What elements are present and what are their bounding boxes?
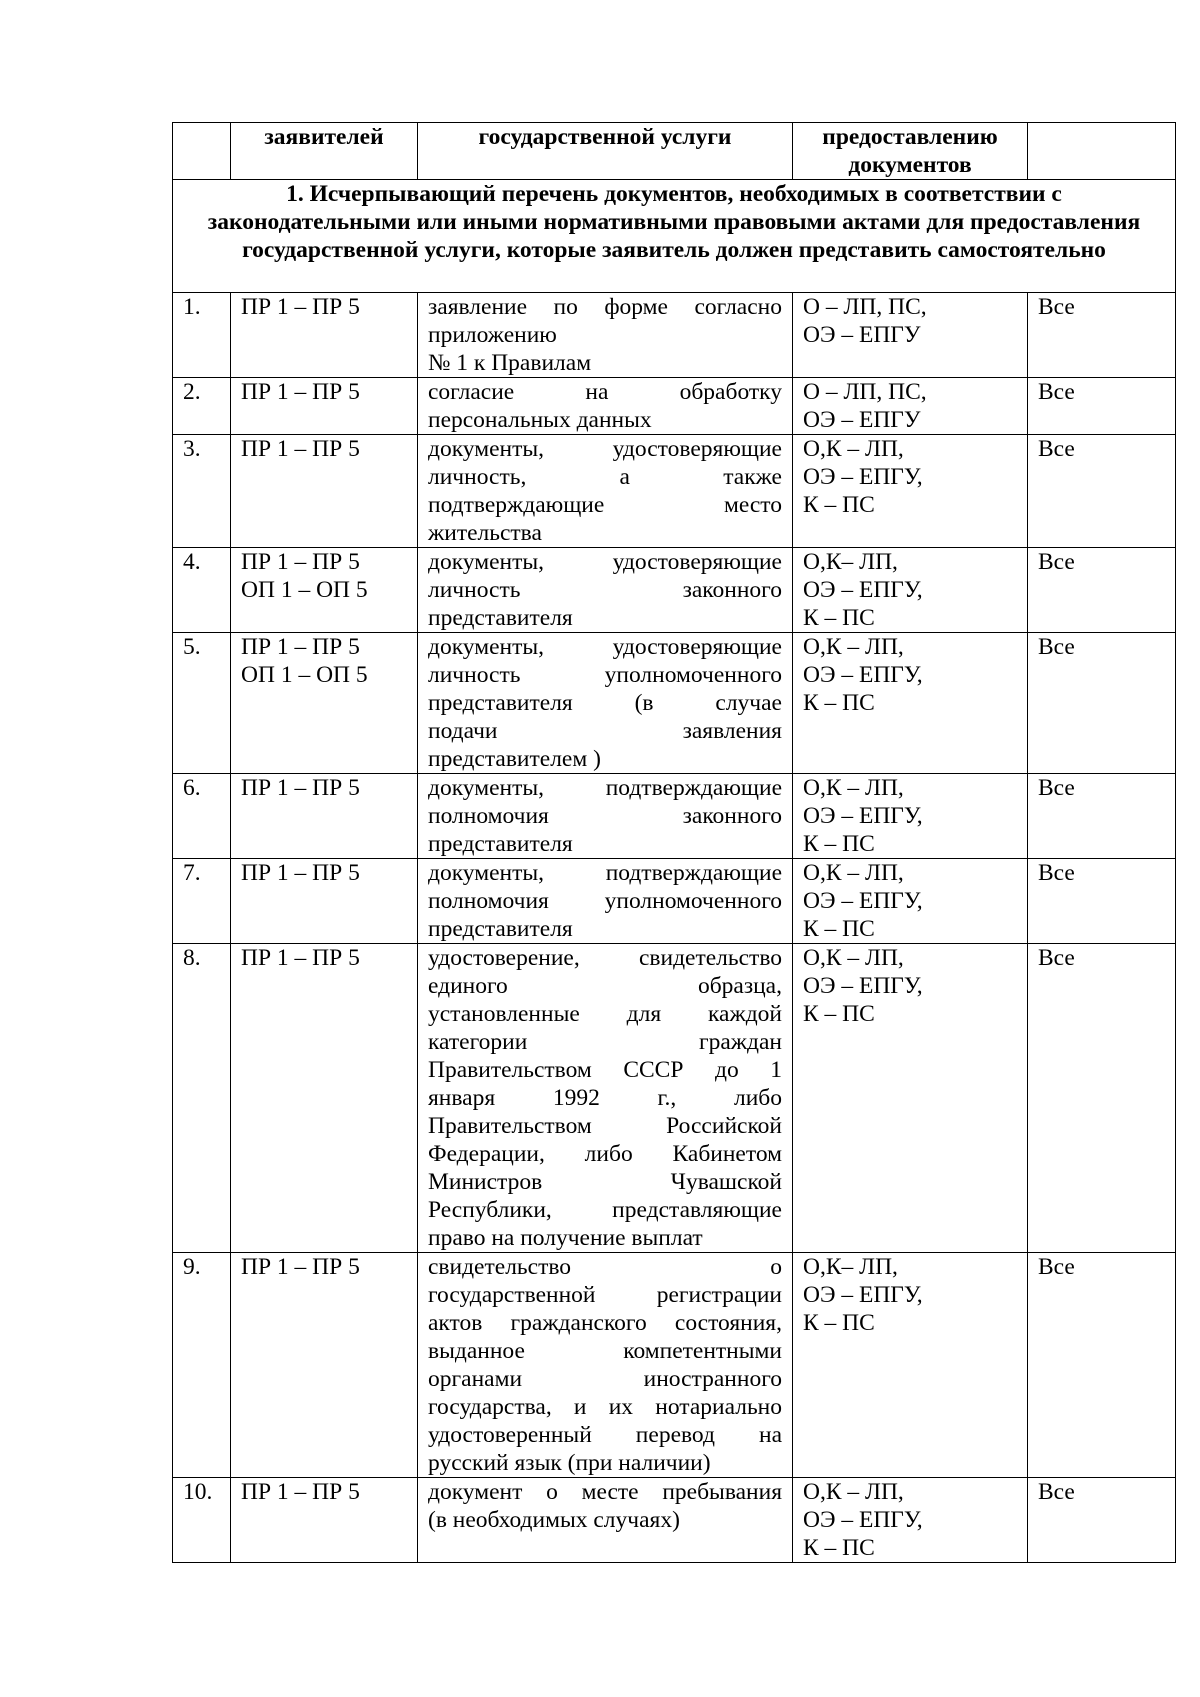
submission-method-line: К – ПС xyxy=(803,492,875,518)
document-text-line: представителя (в случае xyxy=(428,690,782,716)
row-submission-method xyxy=(793,435,1028,548)
document-text-line: полномочия уполномоченного xyxy=(428,888,782,914)
document-text-line: свидетельство о xyxy=(428,1254,782,1280)
applicant-category: ПР 1 – ПР 5 xyxy=(241,436,360,462)
row-document xyxy=(418,378,793,435)
row-scope: Все xyxy=(1028,859,1176,944)
document-text-line: выданное компетентными xyxy=(428,1338,782,1364)
submission-method-line: ОЭ – ЕПГУ, xyxy=(803,973,923,999)
submission-method-line: О,К– ЛП, xyxy=(803,549,898,575)
applicant-category: ОП 1 – ОП 5 xyxy=(241,577,368,603)
row-applicants xyxy=(231,944,418,1253)
document-text-line: представителя xyxy=(428,831,573,857)
submission-method-line: О,К – ЛП, xyxy=(803,945,904,971)
row-number: 3. xyxy=(173,435,231,548)
submission-method-line: ОЭ – ЕПГУ, xyxy=(803,1282,923,1308)
row-applicants xyxy=(231,1478,418,1563)
row-document xyxy=(418,944,793,1253)
applicant-category: ПР 1 – ПР 5 xyxy=(241,1479,360,1505)
header-cell-number xyxy=(173,123,231,180)
applicant-category: ПР 1 – ПР 5 xyxy=(241,549,360,575)
applicant-category: ОП 1 – ОП 5 xyxy=(241,662,368,688)
row-number: 9. xyxy=(173,1253,231,1478)
table-row xyxy=(173,633,1176,774)
row-document xyxy=(418,1478,793,1563)
table-row xyxy=(173,435,1176,548)
row-submission-method xyxy=(793,548,1028,633)
table-row xyxy=(173,1478,1176,1563)
document-text-line: документ о месте пребывания xyxy=(428,1479,782,1505)
document-text-line: № 1 к Правилам xyxy=(428,350,592,376)
row-submission-method xyxy=(793,774,1028,859)
header-cell-scope xyxy=(1028,123,1176,180)
row-number: 6. xyxy=(173,774,231,859)
row-scope: Все xyxy=(1028,435,1176,548)
submission-method-line: К – ПС xyxy=(803,1001,875,1027)
row-submission-method xyxy=(793,859,1028,944)
document-text-line: жительства xyxy=(428,520,542,546)
row-submission-method xyxy=(793,1253,1028,1478)
submission-method-line: ОЭ – ЕПГУ, xyxy=(803,1507,923,1533)
row-applicants xyxy=(231,293,418,378)
submission-method-line: О – ЛП, ПС, xyxy=(803,294,927,320)
submission-method-line: К – ПС xyxy=(803,1310,875,1336)
row-document xyxy=(418,1253,793,1478)
documents-table xyxy=(172,122,1176,1563)
submission-method-line: ОЭ – ЕПГУ, xyxy=(803,464,923,490)
row-scope: Все xyxy=(1028,774,1176,859)
document-text-line: установленные для каждой xyxy=(428,1001,782,1027)
document-text-line: государственной регистрации xyxy=(428,1282,782,1308)
submission-method-line: ОЭ – ЕПГУ xyxy=(803,322,921,348)
row-number: 4. xyxy=(173,548,231,633)
applicant-category: ПР 1 – ПР 5 xyxy=(241,379,360,405)
document-text-line: органами иностранного xyxy=(428,1366,782,1392)
section-row xyxy=(173,180,1176,293)
document-text-line: документы, удостоверяющие xyxy=(428,436,782,462)
row-applicants xyxy=(231,1253,418,1478)
submission-method-line: ОЭ – ЕПГУ, xyxy=(803,577,923,603)
submission-method-line: О,К– ЛП, xyxy=(803,1254,898,1280)
applicant-category: ПР 1 – ПР 5 xyxy=(241,860,360,886)
document-text-line: русский язык (при наличии) xyxy=(428,1450,711,1476)
document-text-line: актов гражданского состояния, xyxy=(428,1310,782,1336)
row-number: 1. xyxy=(173,293,231,378)
document-text-line: Правительством СССР до 1 xyxy=(428,1057,782,1083)
submission-method-line: О,К – ЛП, xyxy=(803,1479,904,1505)
row-scope: Все xyxy=(1028,1253,1176,1478)
header-cell-submission: предоставлению документов xyxy=(793,123,1028,180)
document-text-line: единого образца, xyxy=(428,973,782,999)
row-submission-method xyxy=(793,378,1028,435)
document-text-line: Правительством Российской xyxy=(428,1113,782,1139)
section-title: 1. Исчерпывающий перечень документов, необходимых в соответствии с законодательными или иными нормативными правовыми актами для предоставления государственной услуги, которые заявитель должен представить самостоятельно xyxy=(173,180,1176,293)
submission-method-line: О,К – ЛП, xyxy=(803,436,904,462)
row-applicants xyxy=(231,548,418,633)
document-text-line: подтверждающие место xyxy=(428,492,782,518)
applicant-category: ПР 1 – ПР 5 xyxy=(241,294,360,320)
submission-method-line: О – ЛП, ПС, xyxy=(803,379,927,405)
row-document xyxy=(418,435,793,548)
table-row xyxy=(173,1253,1176,1478)
row-submission-method xyxy=(793,944,1028,1253)
document-text-line: подачи заявления xyxy=(428,718,782,744)
submission-method-line: К – ПС xyxy=(803,916,875,942)
row-applicants xyxy=(231,859,418,944)
document-text-line: документы, удостоверяющие xyxy=(428,634,782,660)
row-submission-method xyxy=(793,633,1028,774)
document-text-line: документы, подтверждающие xyxy=(428,860,782,886)
table-row xyxy=(173,859,1176,944)
document-text-line: личность уполномоченного xyxy=(428,662,782,688)
applicant-category: ПР 1 – ПР 5 xyxy=(241,1254,360,1280)
document-text-line: персональных данных xyxy=(428,407,652,433)
row-number: 8. xyxy=(173,944,231,1253)
row-scope: Все xyxy=(1028,633,1176,774)
document-text-line: документы, подтверждающие xyxy=(428,775,782,801)
submission-method-line: К – ПС xyxy=(803,831,875,857)
row-scope: Все xyxy=(1028,944,1176,1253)
submission-method-line: К – ПС xyxy=(803,1535,875,1561)
submission-method-line: К – ПС xyxy=(803,690,875,716)
row-applicants xyxy=(231,774,418,859)
row-submission-method xyxy=(793,293,1028,378)
row-submission-method xyxy=(793,1478,1028,1563)
document-text-line: представителя xyxy=(428,916,573,942)
submission-method-line: ОЭ – ЕПГУ xyxy=(803,407,921,433)
submission-method-line: К – ПС xyxy=(803,605,875,631)
row-document xyxy=(418,859,793,944)
document-text-line: личность законного xyxy=(428,577,782,603)
row-scope: Все xyxy=(1028,1478,1176,1563)
row-applicants xyxy=(231,378,418,435)
document-text-line: удостоверенный перевод на xyxy=(428,1422,782,1448)
row-scope: Все xyxy=(1028,378,1176,435)
submission-method-line: О,К – ЛП, xyxy=(803,860,904,886)
document-text-line: личность, а также xyxy=(428,464,782,490)
row-document xyxy=(418,548,793,633)
submission-method-line: ОЭ – ЕПГУ, xyxy=(803,888,923,914)
document-text-line: приложению xyxy=(428,322,557,348)
document-text-line: Республики, представляющие xyxy=(428,1197,782,1223)
table-row xyxy=(173,774,1176,859)
row-document xyxy=(418,293,793,378)
document-text-line: удостоверение, свидетельство xyxy=(428,945,782,971)
submission-method-line: ОЭ – ЕПГУ, xyxy=(803,662,923,688)
submission-method-line: О,К – ЛП, xyxy=(803,775,904,801)
document-text-line: право на получение выплат xyxy=(428,1225,703,1251)
table-row xyxy=(173,378,1176,435)
document-text-line: Федерации, либо Кабинетом xyxy=(428,1141,782,1167)
document-text-line: полномочия законного xyxy=(428,803,782,829)
document-text-line: категории граждан xyxy=(428,1029,782,1055)
applicant-category: ПР 1 – ПР 5 xyxy=(241,945,360,971)
document-text-line: заявление по форме согласно xyxy=(428,294,782,320)
applicant-category: ПР 1 – ПР 5 xyxy=(241,634,360,660)
row-scope: Все xyxy=(1028,293,1176,378)
row-applicants xyxy=(231,435,418,548)
table-row xyxy=(173,293,1176,378)
row-number: 7. xyxy=(173,859,231,944)
table-row xyxy=(173,944,1176,1253)
document-text-line: Министров Чувашской xyxy=(428,1169,782,1195)
header-cell-service: государственной услуги xyxy=(418,123,793,180)
applicant-category: ПР 1 – ПР 5 xyxy=(241,775,360,801)
table-row xyxy=(173,548,1176,633)
table-header-row xyxy=(173,123,1176,180)
document-text-line: представителя xyxy=(428,605,573,631)
row-document xyxy=(418,774,793,859)
row-document xyxy=(418,633,793,774)
row-number: 2. xyxy=(173,378,231,435)
document-text-line: государства, и их нотариально xyxy=(428,1394,782,1420)
row-number: 5. xyxy=(173,633,231,774)
document-text-line: (в необходимых случаях) xyxy=(428,1507,680,1533)
submission-method-line: ОЭ – ЕПГУ, xyxy=(803,803,923,829)
submission-method-line: О,К – ЛП, xyxy=(803,634,904,660)
row-applicants xyxy=(231,633,418,774)
document-text-line: представителем ) xyxy=(428,746,601,772)
document-text-line: января 1992 г., либо xyxy=(428,1085,782,1111)
document-text-line: согласие на обработку xyxy=(428,379,782,405)
header-cell-applicants: заявителей xyxy=(231,123,418,180)
document-text-line: документы, удостоверяющие xyxy=(428,549,782,575)
row-number: 10. xyxy=(173,1478,231,1563)
row-scope: Все xyxy=(1028,548,1176,633)
